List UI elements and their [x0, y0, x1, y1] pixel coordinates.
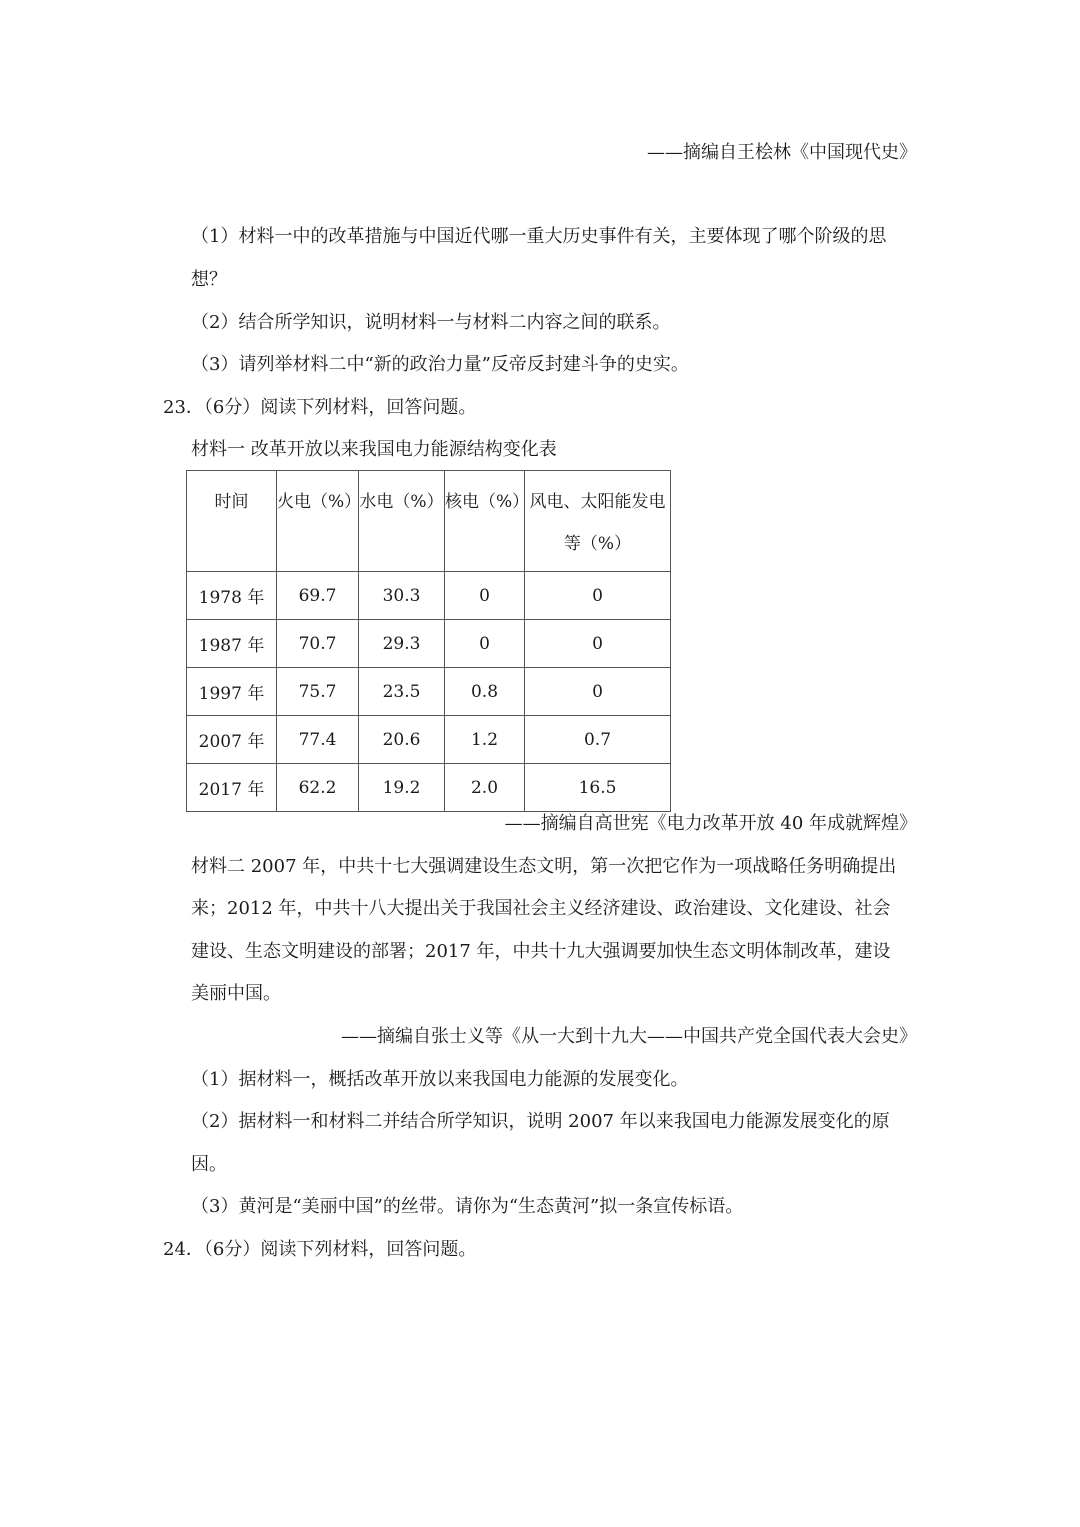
table-cell: 2007 年: [187, 716, 277, 764]
table-cell: 30.3: [359, 572, 445, 620]
table-cell: 1.2: [445, 716, 525, 764]
energy-structure-table: [186, 470, 671, 812]
material1-source-citation: ——摘编自高世宪《电力改革开放 40 年成就辉煌》: [504, 813, 917, 834]
table-row: [187, 668, 671, 716]
table-header-row: [187, 471, 671, 572]
table-cell: 0: [525, 572, 671, 620]
table-row: [187, 620, 671, 668]
header-wind-solar-line2: 等（%）: [563, 534, 632, 554]
table-cell: 16.5: [525, 764, 671, 812]
source-citation-top: ——摘编自王桧林《中国现代史》: [647, 142, 917, 163]
table-cell: 0: [525, 668, 671, 716]
table-cell: 1997 年: [187, 668, 277, 716]
q22-sub3: （3）请列举材料二中“新的政治力量”反帝反封建斗争的史实。: [191, 354, 689, 375]
material2-line1: 材料二 2007 年，中共十七大强调建设生态文明，第一次把它作为一项战略任务明确提出: [191, 856, 897, 877]
table-cell: 70.7: [277, 620, 359, 668]
table-cell: 1987 年: [187, 620, 277, 668]
material2-line3: 建设、生态文明建设的部署；2017 年，中共十九大强调要加快生态文明体制改革，建设: [191, 941, 891, 962]
table-cell: 1978 年: [187, 572, 277, 620]
table-cell: 0: [445, 620, 525, 668]
q24-header: 24．（6分）阅读下列材料，回答问题。: [163, 1239, 477, 1260]
table-cell: 69.7: [277, 572, 359, 620]
table-cell: 0.8: [445, 668, 525, 716]
table-cell: 23.5: [359, 668, 445, 716]
table-row: [187, 716, 671, 764]
q22-sub1-line1: （1）材料一中的改革措施与中国近代哪一重大历史事件有关，主要体现了哪个阶级的思: [191, 226, 887, 247]
table-header-cell-wind-solar: [525, 471, 671, 572]
q23-header: 23．（6分）阅读下列材料，回答问题。: [163, 397, 477, 418]
material2-line2: 来；2012 年，中共十八大提出关于我国社会主义经济建设、政治建设、文化建设、社会: [191, 898, 891, 919]
q22-sub1-line2: 想？: [191, 269, 227, 290]
table-row: [187, 764, 671, 812]
material2-line4: 美丽中国。: [191, 983, 281, 1004]
q23-sub2-line2: 因。: [191, 1154, 227, 1175]
material2-source-citation: ——摘编自张士义等《从一大到十九大——中国共产党全国代表大会史》: [341, 1026, 917, 1047]
table-cell: 77.4: [277, 716, 359, 764]
header-wind-solar-line1: 风电、太阳能发电: [529, 492, 666, 512]
table-header-cell: 时间: [187, 471, 277, 572]
q22-sub2: （2）结合所学知识，说明材料一与材料二内容之间的联系。: [191, 312, 671, 333]
table-cell: 75.7: [277, 668, 359, 716]
q23-sub2-line1: （2）据材料一和材料二并结合所学知识，说明 2007 年以来我国电力能源发展变化的原: [191, 1111, 890, 1132]
table-header-cell: 水电（%）: [359, 471, 445, 572]
table-cell: 29.3: [359, 620, 445, 668]
table-cell: 19.2: [359, 764, 445, 812]
table-cell: 2.0: [445, 764, 525, 812]
table-cell: 20.6: [359, 716, 445, 764]
table-cell: 0.7: [525, 716, 671, 764]
q23-sub3: （3）黄河是“美丽中国”的丝带。请你为“生态黄河”拟一条宣传标语。: [191, 1196, 744, 1217]
q23-sub1: （1）据材料一，概括改革开放以来我国电力能源的发展变化。: [191, 1069, 689, 1090]
table-cell: 2017 年: [187, 764, 277, 812]
table-cell: 62.2: [277, 764, 359, 812]
table-row: [187, 572, 671, 620]
q23-material1-title: 材料一 改革开放以来我国电力能源结构变化表: [191, 439, 557, 460]
table-header-cell: 火电（%）: [277, 471, 359, 572]
table-cell: 0: [525, 620, 671, 668]
table-cell: 0: [445, 572, 525, 620]
table-header-cell: 核电（%）: [445, 471, 525, 572]
